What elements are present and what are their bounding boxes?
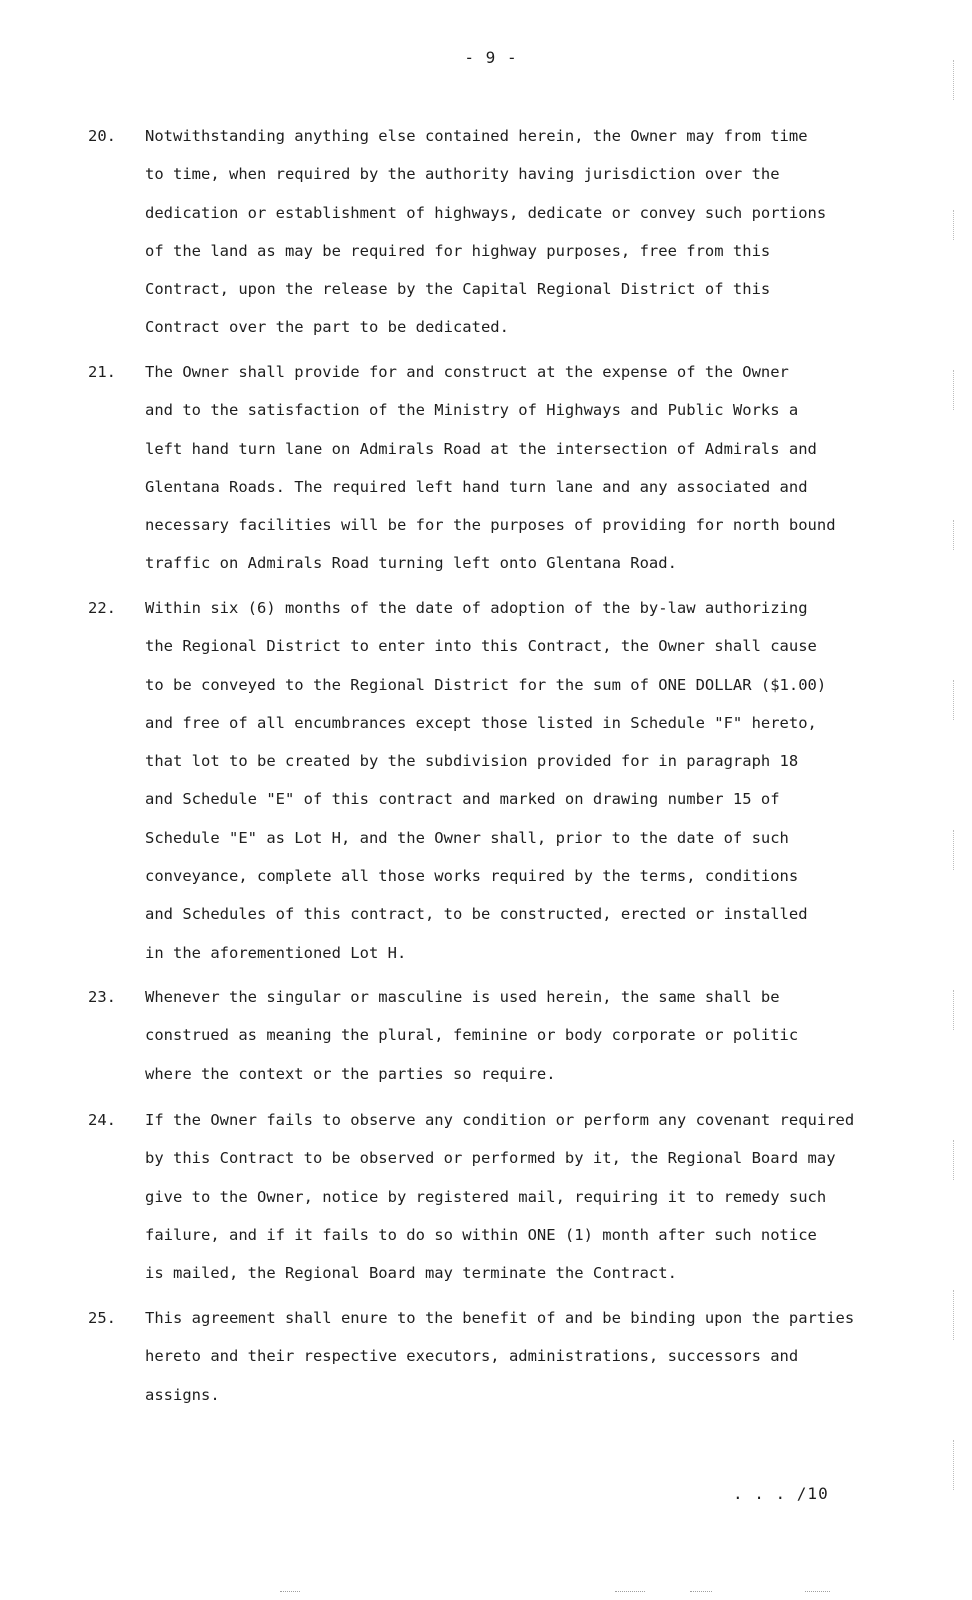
text-line: of the land as may be required for highway purposes, free from this [145,241,771,260]
text-line: to be conveyed to the Regional District for the sum of ONE DOLLAR ($1.00) [145,675,827,694]
text-line: Notwithstanding anything else contained herein, the Owner may from time [145,127,808,145]
scan-artifact [952,520,954,550]
scan-artifact [690,1591,712,1592]
paragraph [88,1299,878,1414]
paragraph-number: 21. [88,363,116,381]
text-line: in the aforementioned Lot H. [145,943,407,962]
text-line: assigns. [145,1385,220,1404]
scan-artifact [952,1290,954,1340]
text-line: by this Contract to be observed or performed by it, the Regional Board may [145,1149,836,1168]
text-line: If the Owner fails to observe any condition or perform any covenant required [145,1111,855,1129]
paragraph-number: 20. [88,127,116,145]
text-line: left hand turn lane on Admirals Road at the intersection of Admirals and [145,439,817,458]
scan-artifact [615,1591,645,1592]
scan-artifact [805,1591,830,1592]
paragraph-number: 25. [88,1309,116,1327]
scan-artifact [952,1440,954,1490]
text-line: the Regional District to enter into this Contract, the Owner shall cause [145,637,817,656]
text-line: Contract over the part to be dedicated. [145,318,509,337]
text-line: Contract, upon the release by the Capital Regional District of this [145,280,771,299]
scan-artifact [952,1140,954,1180]
text-line: construed as meaning the plural, feminine or body corporate or politic [145,1026,799,1045]
text-line: that lot to be created by the subdivision provided for in paragraph 18 [145,752,799,771]
paragraph-number: 24. [88,1111,116,1129]
paragraph-text [145,978,878,1093]
text-line: traffic on Admirals Road turning left onto Glentana Road. [145,554,677,573]
scan-artifact [952,990,954,1030]
text-line: hereto and their respective executors, administrations, successors and [145,1347,799,1366]
page-number: - 9 - [464,48,518,67]
paragraph [88,117,878,347]
paragraph [88,353,878,583]
text-line: Whenever the singular or masculine is used herein, the same shall be [145,988,780,1006]
paragraph-text [145,353,878,583]
paragraph [88,1101,878,1292]
text-line: This agreement shall enure to the benefit of and be binding upon the parties [145,1309,855,1327]
text-line: The Owner shall provide for and construct at the expense of the Owner [145,363,789,381]
continuation-marker: . . . /10 [733,1484,829,1503]
scan-artifact [952,210,954,240]
text-line: to time, when required by the authority having jurisdiction over the [145,165,780,184]
paragraph [88,978,878,1093]
text-line: dedication or establishment of highways, dedicate or convey such portions [145,203,827,222]
scan-artifact [952,680,954,720]
text-line: give to the Owner, notice by registered mail, requiring it to remedy such [145,1187,827,1206]
paragraph-number: 23. [88,988,116,1006]
text-line: failure, and if it fails to do so within ONE (1) month after such notice [145,1225,817,1244]
text-line: and Schedules of this contract, to be constructed, erected or installed [145,905,808,924]
text-line: Schedule "E" as Lot H, and the Owner shall, prior to the date of such [145,828,789,847]
scan-artifact [952,60,954,100]
text-line: Within six (6) months of the date of adoption of the by-law authorizing [145,599,808,617]
paragraph-text [145,1101,878,1292]
paragraph [88,589,878,972]
scan-artifact [952,370,954,410]
text-line: where the context or the parties so require. [145,1064,556,1083]
text-line: and free of all encumbrances except those listed in Schedule "F" hereto, [145,713,817,732]
scan-artifact [280,1591,300,1592]
paragraph-text [145,1299,878,1414]
paragraph-text [145,589,878,972]
text-line: is mailed, the Regional Board may terminate the Contract. [145,1264,677,1283]
scan-artifact [952,830,954,870]
text-line: and to the satisfaction of the Ministry of Highways and Public Works a [145,401,799,420]
paragraph-text [145,117,878,347]
paragraph-number: 22. [88,599,116,617]
text-line: and Schedule "E" of this contract and marked on drawing number 15 of [145,790,780,809]
text-line: necessary facilities will be for the purposes of providing for north bound [145,516,836,535]
text-line: conveyance, complete all those works required by the terms, conditions [145,867,799,886]
text-line: Glentana Roads. The required left hand turn lane and any associated and [145,477,808,496]
